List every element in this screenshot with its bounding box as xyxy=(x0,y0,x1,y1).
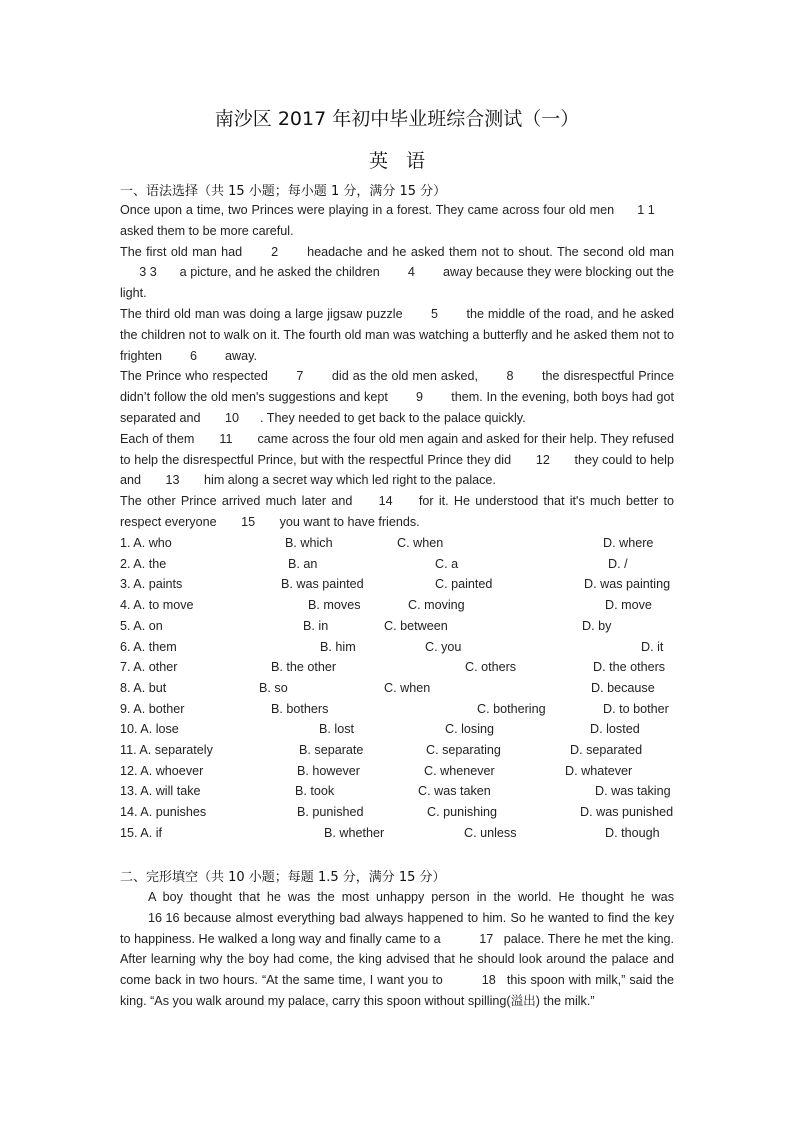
option-4-b: B. moves xyxy=(308,598,361,613)
passage-text: him along a secret way which led right to the palace. xyxy=(200,473,496,488)
option-13-b: B. took xyxy=(295,784,335,799)
option-1-d: D. where xyxy=(603,536,654,550)
option-9-d: D. to bother xyxy=(603,701,669,716)
option-6-d: D. it xyxy=(641,639,664,654)
blank-number: 6 xyxy=(190,348,198,363)
passage-text: for it. He understood that it's much better to respect everyone xyxy=(120,494,674,529)
option-7-d: D. the others xyxy=(593,660,666,675)
option-5-a: 5. A. on xyxy=(120,618,163,633)
blank-number: 11 xyxy=(219,431,233,446)
passage-text: away because they were blocking out the light. xyxy=(120,265,674,301)
option-13-a: 13. A. will take xyxy=(120,784,201,799)
blank-number: 7 xyxy=(296,369,304,384)
option-9-a: 9. A. bother xyxy=(120,701,185,716)
option-13-d: D. was taking xyxy=(595,784,671,799)
option-3-d: D. was painting xyxy=(584,577,671,592)
option-15-a: 15. A. if xyxy=(120,825,163,840)
blank-number: 12 xyxy=(535,452,550,467)
option-7-c: C. others xyxy=(465,660,517,675)
option-2-d: D. / xyxy=(608,556,628,571)
option-4-d: D. move xyxy=(605,598,652,613)
option-14-a: 14. A. punishes xyxy=(120,805,207,820)
option-15-d: D. though xyxy=(605,825,660,840)
option-12-c: C. whenever xyxy=(424,763,495,778)
option-13-c: C. was taken xyxy=(418,784,491,799)
blank-number: 8 xyxy=(506,369,514,384)
passage-text: the middle of the road, and he asked the children not to walk on it. The fourth old man was watching a butterfly and he asked them not to frighten xyxy=(120,306,674,363)
passage-text: did as the old men asked, xyxy=(327,369,483,384)
blank-number: 10 xyxy=(225,410,240,425)
passage-text: because almost everything bad always happened to him. So he wanted to find the key to happiness. He walked a long way and finally came to a xyxy=(120,910,674,946)
section1-heading: 一、语法选择（共 15 小题；每小题 1 分，满分 15 分） xyxy=(120,184,447,199)
option-2-c: C. a xyxy=(435,556,459,571)
passage-text: a picture, and he asked the children xyxy=(176,265,384,280)
passage-text: came across the four old men again and asked for their help. They refused to help the disrespectful Prince, but with the respectful Prince they did xyxy=(120,431,674,467)
option-7-b: B. the other xyxy=(271,660,337,675)
page-title: 南沙区 2017 年初中毕业班综合测试（一） xyxy=(214,108,580,130)
option-2-b: B. an xyxy=(288,556,318,571)
option-1-b: B. which xyxy=(285,536,333,550)
option-1-c: C. when xyxy=(397,536,444,550)
passage-text: away. xyxy=(221,348,257,363)
option-11-c: C. separating xyxy=(426,743,501,757)
option-10-d: D. losted xyxy=(590,722,640,737)
section2-heading: 二、完形填空（共 10 小题；每题 1.5 分，满分 15 分） xyxy=(120,870,446,885)
option-12-a: 12. A. whoever xyxy=(120,763,204,778)
option-14-d: D. was punished xyxy=(580,805,674,820)
option-3-b: B. was painted xyxy=(281,577,364,592)
option-6-c: C. you xyxy=(425,639,462,654)
option-4-c: C. moving xyxy=(408,598,465,613)
passage-text: this spoon with milk,” said the king. “As you walk around my palace, carry this spoon without spilling(溢出) the milk.” xyxy=(120,973,674,1008)
option-10-b: B. lost xyxy=(319,722,354,737)
passage-text: The third old man was doing a large jigsaw puzzle xyxy=(120,306,407,321)
option-11-d: D. separated xyxy=(570,743,643,757)
blank-number: 13 xyxy=(165,473,180,488)
blank-number: 2 xyxy=(271,244,279,259)
passage-text: Once upon a time, two Princes were playing in a forest. They came across four old men xyxy=(120,203,618,217)
option-15-b: B. whether xyxy=(324,825,385,840)
blank-number: 16 16 xyxy=(148,910,180,925)
passage-text: asked them to be more careful. xyxy=(120,223,294,238)
option-11-a: 11. A. separately xyxy=(120,743,213,757)
option-3-a: 3. A. paints xyxy=(120,577,183,592)
passage-text: The first old man had xyxy=(120,244,247,259)
passage-text: headache and he asked them not to shout. The second old man xyxy=(302,244,674,259)
section2-passage xyxy=(120,887,674,1012)
option-6-b: B. him xyxy=(320,639,356,654)
passage-text: you want to have friends. xyxy=(276,514,420,529)
option-5-b: B. in xyxy=(303,618,329,633)
passage-text: . They needed to get back to the palace quickly. xyxy=(260,410,526,425)
option-14-c: C. punishing xyxy=(427,805,498,820)
passage-text: Each of them xyxy=(120,431,198,446)
passage-text: The Prince who respected xyxy=(120,369,272,384)
option-12-d: D. whatever xyxy=(565,763,633,778)
option-2-a: 2. A. the xyxy=(120,556,167,571)
option-6-a: 6. A. them xyxy=(120,639,177,654)
option-14-b: B. punished xyxy=(297,805,364,820)
passage-text: them. In the evening, both boys had got separated and xyxy=(120,390,674,425)
option-15-c: C. unless xyxy=(464,825,517,840)
blank-number: 18 xyxy=(481,973,496,988)
blank-number: 1 1 xyxy=(637,203,655,217)
blank-number: 14 xyxy=(378,494,393,509)
option-9-c: C. bothering xyxy=(477,701,546,716)
passage-text: The other Prince arrived much later and xyxy=(120,494,358,509)
subject-title: 英语 xyxy=(368,150,443,172)
option-9-b: B. bothers xyxy=(271,701,329,716)
passage-text: they could to help and xyxy=(120,452,674,488)
option-5-c: C. between xyxy=(384,618,448,633)
blank-number: 3 3 xyxy=(139,265,157,280)
option-8-b: B. so xyxy=(259,680,288,695)
option-4-a: 4. A. to move xyxy=(120,598,194,613)
option-5-d: D. by xyxy=(582,618,612,633)
option-3-c: C. painted xyxy=(435,577,493,592)
passage-text: the disrespectful Prince didn’t follow the old men's suggestions and kept xyxy=(120,369,674,405)
blank-number: 15 xyxy=(241,514,256,529)
option-10-c: C. losing xyxy=(445,722,494,737)
option-10-a: 10. A. lose xyxy=(120,722,179,737)
option-1-a: 1. A. who xyxy=(120,536,172,550)
blank-number: 4 xyxy=(407,265,415,280)
option-7-a: 7. A. other xyxy=(120,660,178,675)
option-8-d: D. because xyxy=(591,680,655,695)
blank-number: 5 xyxy=(431,306,439,321)
section1-passage xyxy=(120,200,674,533)
option-8-a: 8. A. but xyxy=(120,680,167,695)
blank-number: 9 xyxy=(416,390,424,405)
option-11-b: B. separate xyxy=(299,743,364,757)
passage-text: A boy thought that he was the most unhappy person in the world. He thought he was xyxy=(148,890,674,904)
option-8-c: C. when xyxy=(384,680,431,695)
option-12-b: B. however xyxy=(297,763,360,778)
passage-text: palace. There he met the king. After learning why the boy had come, the king advised that he should look around the palace and come back in two hours. “At the same time, I want you to xyxy=(120,931,674,988)
blank-number: 17 xyxy=(479,931,494,946)
